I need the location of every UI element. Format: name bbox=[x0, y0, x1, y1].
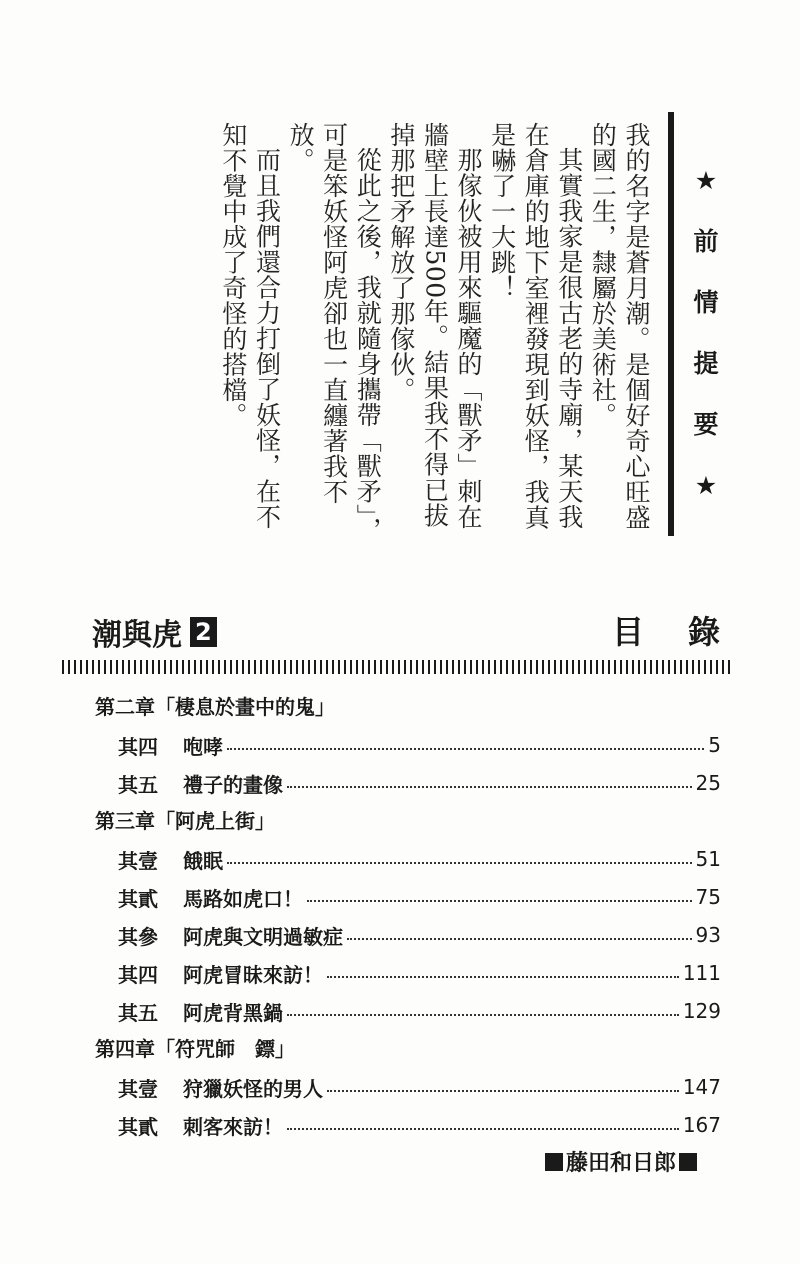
entry-number: 其參 bbox=[118, 924, 158, 949]
toc-entry[interactable] bbox=[95, 878, 721, 916]
dot-leader bbox=[287, 1014, 679, 1016]
toc-entry[interactable] bbox=[95, 992, 721, 1030]
star-icon: ★ bbox=[694, 166, 718, 195]
recap-paragraph: 我的名字是蒼月潮。是個好奇心旺盛的國二生，隸屬於美術社。 bbox=[588, 122, 651, 530]
entry-number: 其貳 bbox=[118, 886, 158, 911]
dot-leader bbox=[287, 786, 692, 788]
entry-page: 75 bbox=[695, 885, 721, 909]
recap-title-char: 提 bbox=[693, 349, 719, 378]
square-icon bbox=[679, 1153, 697, 1171]
entry-number: 其貳 bbox=[118, 1114, 158, 1139]
square-icon bbox=[545, 1153, 563, 1171]
entry-page: 5 bbox=[708, 733, 721, 757]
entry-number: 其五 bbox=[118, 1000, 158, 1025]
entry-number: 其壹 bbox=[118, 848, 158, 873]
entry-title: 狩獵妖怪的男人 bbox=[183, 1076, 323, 1101]
entry-page: 129 bbox=[682, 999, 721, 1023]
recap-title bbox=[686, 168, 726, 498]
author-credit bbox=[545, 1146, 697, 1177]
dot-leader bbox=[227, 748, 704, 750]
entry-title: 刺客來訪！ bbox=[183, 1114, 283, 1139]
recap-paragraph: 從此之後，我就隨身攜帶「獸矛」，可是笨妖怪阿虎卻也一直纏著我不放。 bbox=[286, 122, 383, 543]
dot-leader bbox=[327, 976, 679, 978]
dot-leader bbox=[227, 862, 692, 864]
entry-title: 禮子的畫像 bbox=[183, 772, 283, 797]
toc-entry[interactable] bbox=[95, 840, 721, 878]
entry-title: 阿虎背黑鍋 bbox=[183, 1000, 283, 1025]
recap-title-char: 情 bbox=[693, 288, 719, 317]
toc-entry[interactable] bbox=[95, 764, 721, 802]
entry-number: 其五 bbox=[118, 772, 158, 797]
series-title bbox=[92, 610, 217, 654]
toc-title: 目錄 bbox=[612, 613, 765, 651]
entry-title: 馬路如虎口！ bbox=[183, 886, 303, 911]
entry-page: 167 bbox=[682, 1113, 721, 1137]
chapter-heading: 第三章「阿虎上街」 bbox=[95, 809, 275, 833]
table-of-contents bbox=[95, 688, 721, 1144]
tick-rule-divider bbox=[62, 660, 732, 674]
recap-body bbox=[218, 122, 653, 552]
entry-title: 阿虎與文明過敏症 bbox=[183, 924, 343, 949]
dot-leader bbox=[307, 900, 692, 902]
recap-title-char: 要 bbox=[693, 410, 719, 439]
series-name: 潮與虎 bbox=[92, 618, 182, 653]
recap-title-char: 前 bbox=[693, 227, 719, 256]
entry-page: 147 bbox=[682, 1075, 721, 1099]
volume-badge: 2 bbox=[190, 617, 217, 647]
entry-title: 餓眠 bbox=[183, 848, 223, 873]
recap-paragraph: 其實我家是很古老的寺廟，某天我在倉庫的地下室裡發現到妖怪，我真是嚇了一大跳！ bbox=[487, 122, 584, 530]
entry-page: 25 bbox=[695, 771, 721, 795]
entry-number: 其四 bbox=[118, 962, 158, 987]
author-name: 藤田和日郎 bbox=[566, 1151, 677, 1176]
chapter-heading: 第二章「棲息於畫中的鬼」 bbox=[95, 695, 335, 719]
dot-leader bbox=[327, 1090, 679, 1092]
toc-entry[interactable] bbox=[95, 954, 721, 992]
star-icon: ★ bbox=[694, 471, 718, 500]
entry-title: 阿虎冒昧來訪！ bbox=[183, 962, 323, 987]
entry-title: 咆哮 bbox=[183, 734, 223, 759]
toc-entry[interactable] bbox=[95, 1068, 721, 1106]
entry-page: 51 bbox=[695, 847, 721, 871]
entry-number: 其壹 bbox=[118, 1076, 158, 1101]
entry-page: 93 bbox=[695, 923, 721, 947]
dot-leader bbox=[287, 1128, 679, 1130]
toc-entry[interactable] bbox=[95, 916, 721, 954]
recap-side-bar bbox=[668, 112, 674, 536]
toc-entry[interactable] bbox=[95, 726, 721, 764]
toc-entry[interactable] bbox=[95, 1106, 721, 1144]
chapter-heading: 第四章「符咒師 鏢」 bbox=[95, 1037, 295, 1061]
recap-paragraph: 而且我們還合力打倒了妖怪，在不知不覺中成了奇怪的搭檔。 bbox=[218, 122, 282, 530]
recap-paragraph: 那傢伙被用來驅魔的「獸矛」刺在牆壁上長達500年。結果我不得已拔掉那把矛解放了那傢伙。 bbox=[386, 122, 484, 530]
entry-page: 111 bbox=[682, 961, 721, 985]
dot-leader bbox=[347, 938, 692, 940]
entry-number: 其四 bbox=[118, 734, 158, 759]
